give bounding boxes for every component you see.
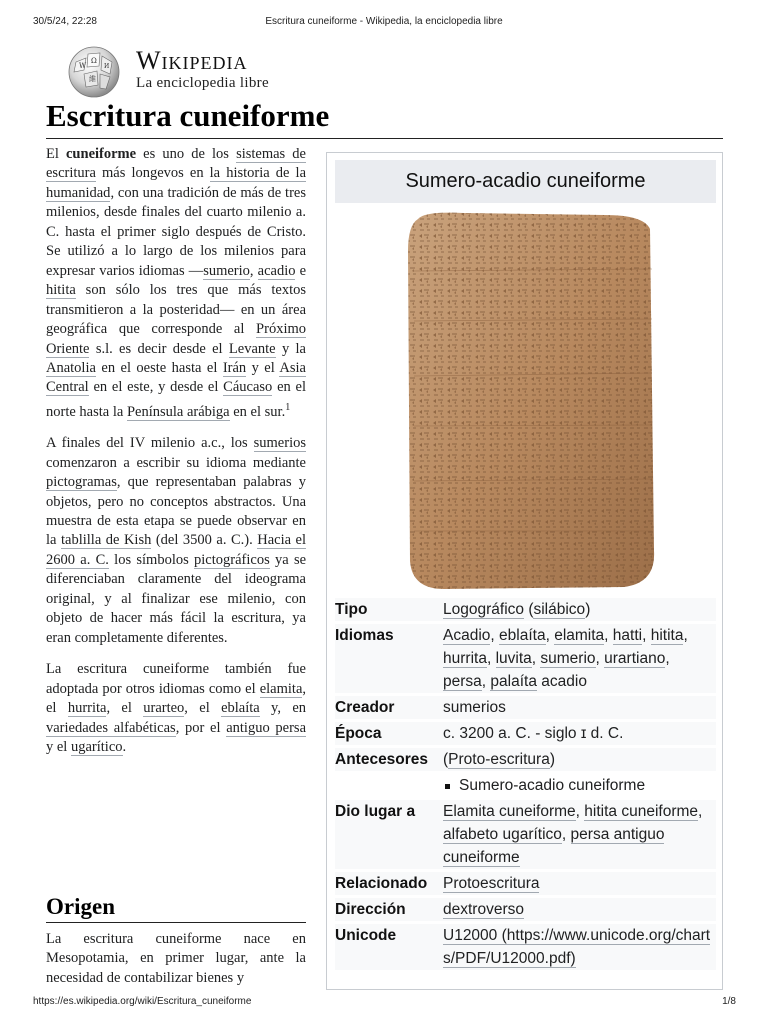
text: , el bbox=[184, 700, 222, 717]
separator: , bbox=[683, 627, 688, 644]
idioma-link[interactable]: sumerio bbox=[540, 650, 596, 667]
svg-text:維: 維 bbox=[89, 75, 96, 83]
row-label: Creador bbox=[335, 699, 395, 716]
link-ugaritico[interactable]: ugarítico bbox=[70, 738, 123, 755]
infobox-row-idiomas bbox=[335, 624, 716, 693]
infobox bbox=[326, 152, 723, 990]
text: (del 3500 a. C.). bbox=[151, 532, 258, 549]
article-body bbox=[46, 145, 306, 769]
separator: , bbox=[604, 627, 613, 644]
row-label: Época bbox=[335, 725, 382, 742]
text: en el sur. bbox=[229, 403, 286, 420]
link-elamita[interactable]: elamita bbox=[259, 680, 303, 697]
idioma-link[interactable]: palaíta bbox=[490, 673, 537, 690]
row-label: Antecesores bbox=[335, 751, 429, 768]
link-dextroverso[interactable]: dextroverso bbox=[443, 901, 524, 918]
print-url: https://es.wikipedia.org/wiki/Escritura_cuneiforme bbox=[33, 996, 252, 1007]
link-historia-humanidad[interactable]: la historia de la humanidad bbox=[46, 165, 307, 201]
text: , por el bbox=[175, 719, 227, 736]
text: y el bbox=[246, 359, 280, 376]
link-hacia-el-2600[interactable]: Hacia el 2600 a. C. bbox=[46, 532, 307, 568]
text: ya se diferenciaban claramente del ideograma original, y al finalizar ese milenio, con objeto de hacer más fácil la escritura, ya eran completamente diferentes. bbox=[46, 551, 307, 646]
dio-lugar-link[interactable]: Elamita cuneiforme bbox=[443, 803, 576, 820]
print-document-title: Escritura cuneiforme - Wikipedia, la enciclopedia libre bbox=[265, 16, 503, 27]
link-sistemas-de-escritura[interactable]: sistemas de escritura bbox=[46, 146, 306, 182]
text: en el oeste hasta el bbox=[95, 359, 223, 376]
text: en el este, y desde el bbox=[88, 379, 224, 396]
svg-text:Ω: Ω bbox=[91, 57, 97, 65]
separator: , bbox=[545, 627, 555, 644]
row-label: Unicode bbox=[335, 927, 397, 944]
text: ( bbox=[524, 601, 534, 618]
idioma-link[interactable]: eblaíta bbox=[499, 627, 546, 644]
separator: , bbox=[595, 650, 605, 667]
section-origen-text: La escritura cuneiforme nace en Mesopotamia, en primer lugar, ante la necesidad de contabilizar bienes y bbox=[46, 931, 306, 986]
page-title: Escritura cuneiforme bbox=[46, 98, 330, 133]
wikipedia-logo[interactable] bbox=[64, 44, 304, 100]
row-value bbox=[443, 924, 716, 970]
link-pictograficos[interactable]: pictográficos bbox=[194, 551, 270, 568]
bold-term: cuneiforme bbox=[66, 146, 137, 162]
text: ) bbox=[585, 601, 591, 618]
text: y la bbox=[275, 340, 306, 357]
infobox-row-antecesores-list bbox=[335, 774, 716, 797]
text: , bbox=[249, 262, 258, 279]
row-value bbox=[443, 624, 716, 693]
text: y el bbox=[46, 738, 71, 755]
link-levante[interactable]: Levante bbox=[228, 340, 276, 357]
row-value: c. 3200 a. C. - siglo ɪ d. C. bbox=[443, 725, 624, 742]
infobox-row-relacionado bbox=[335, 872, 716, 895]
text: , que representaban palabras y objetos, pero no conceptos abstractos. Una muestra de esta etapa se puede observar en la bbox=[46, 474, 306, 549]
text: s.l. es decir desde el bbox=[89, 340, 229, 357]
section-heading-origen: Origen bbox=[46, 894, 115, 919]
text: e bbox=[295, 262, 307, 279]
infobox-row-dio-lugar bbox=[335, 800, 716, 869]
row-label-empty bbox=[335, 774, 443, 797]
text: ( bbox=[443, 751, 449, 768]
link-pictogramas[interactable]: pictogramas bbox=[46, 474, 117, 491]
separator: , bbox=[486, 650, 496, 667]
dio-lugar-link[interactable]: hitita cuneiforme bbox=[584, 803, 699, 820]
text: A finales del IV milenio a.c., los bbox=[46, 435, 254, 452]
link-logografico[interactable]: Logográfico bbox=[443, 601, 525, 618]
row-label: Dirección bbox=[335, 901, 406, 918]
idioma-link[interactable]: elamita bbox=[554, 627, 605, 644]
link-variedades-alfabeticas[interactable]: variedades alfabéticas bbox=[46, 719, 176, 736]
dio-lugar-link[interactable]: alfabeto ugarítico bbox=[443, 826, 562, 843]
row-value bbox=[443, 598, 716, 621]
print-footer bbox=[0, 996, 768, 1010]
separator: , bbox=[575, 803, 585, 820]
link-sumerio[interactable]: sumerio bbox=[203, 262, 250, 279]
link-hitita[interactable]: hitita bbox=[46, 282, 76, 299]
link-caucaso[interactable]: Cáucaso bbox=[223, 379, 273, 396]
idioma-link[interactable]: urartiano bbox=[604, 650, 666, 667]
cuneiform-tablet-image[interactable] bbox=[404, 211, 659, 593]
link-peninsula-arabiga[interactable]: Península arábiga bbox=[126, 403, 230, 420]
row-value: sumerios bbox=[443, 699, 506, 716]
text: El bbox=[46, 146, 66, 162]
text: La escritura cuneiforme también fue adoptada por otros idiomas como el bbox=[46, 661, 306, 697]
link-proximo-oriente[interactable]: Próximo Oriente bbox=[46, 321, 306, 357]
list-item: Sumero-acadio cuneiforme bbox=[443, 774, 716, 797]
print-page-number: 1/8 bbox=[722, 996, 736, 1007]
separator: , bbox=[490, 627, 500, 644]
link-antiguo-persa[interactable]: antiguo persa bbox=[226, 719, 307, 736]
idioma-link[interactable]: hurrita bbox=[443, 650, 487, 667]
text: acadio bbox=[536, 673, 587, 690]
print-date: 30/5/24, 22:28 bbox=[33, 16, 97, 27]
infobox-row-direccion bbox=[335, 898, 716, 921]
paragraph-3 bbox=[46, 660, 306, 757]
svg-text:И: И bbox=[104, 63, 110, 70]
row-value bbox=[443, 800, 716, 869]
infobox-row-epoca bbox=[335, 722, 716, 745]
infobox-row-unicode bbox=[335, 924, 716, 970]
section-divider bbox=[46, 922, 306, 923]
dio-lugar-link[interactable]: persa antiguo cuneiforme bbox=[443, 826, 665, 866]
row-value bbox=[443, 872, 716, 895]
wikipedia-globe-icon bbox=[64, 44, 124, 98]
wikipedia-tagline: La enciclopedia libre bbox=[136, 75, 269, 91]
link-sumerios[interactable]: sumerios bbox=[253, 435, 306, 452]
text: son sólo los tres que más textos transmitieron a la posteridad— en un área geográfica que corresponde al bbox=[46, 282, 306, 338]
link-tablilla-de-kish[interactable]: tablilla de Kish bbox=[60, 532, 152, 549]
infobox-rows bbox=[335, 598, 716, 973]
reference-1[interactable]: 1 bbox=[285, 401, 291, 413]
text: más longevos en bbox=[95, 165, 210, 182]
title-divider bbox=[46, 138, 723, 139]
idioma-link[interactable]: persa bbox=[443, 673, 482, 690]
text: comenzaron a escribir su idioma mediante bbox=[46, 454, 306, 471]
link-silabico[interactable]: silábico bbox=[533, 601, 586, 618]
link-anatolia[interactable]: Anatolia bbox=[46, 359, 96, 376]
link-iran[interactable]: Irán bbox=[222, 359, 247, 376]
separator: , bbox=[561, 826, 571, 843]
link-acadio[interactable]: acadio bbox=[257, 262, 296, 279]
separator: , bbox=[481, 673, 491, 690]
infobox-row-antecesores bbox=[335, 748, 716, 771]
link-protoescritura[interactable]: Protoescritura bbox=[443, 875, 540, 892]
row-value bbox=[443, 748, 716, 771]
idioma-link[interactable]: luvita bbox=[495, 650, 532, 667]
idioma-link[interactable]: hitita bbox=[650, 627, 684, 644]
link-unicode-chart[interactable]: U12000 (https://www.unicode.org/charts/PDF/U12000.pdf) bbox=[443, 927, 711, 967]
link-proto-escritura[interactable]: Proto-escritura bbox=[448, 751, 550, 768]
link-eblaita[interactable]: eblaíta bbox=[221, 700, 260, 717]
idioma-link[interactable]: hatti bbox=[612, 627, 643, 644]
svg-text:W: W bbox=[79, 62, 87, 70]
infobox-title: Sumero-acadio cuneiforme bbox=[335, 160, 716, 203]
separator: , bbox=[698, 803, 703, 820]
text: ) bbox=[549, 751, 555, 768]
wikipedia-wordmark: Wikipedia bbox=[136, 46, 248, 75]
row-label: Dio lugar a bbox=[335, 803, 416, 820]
print-header bbox=[0, 16, 768, 30]
text: , con una tradición de más de tres milenios, desde finales del cuarto milenio a. C. hasta el primer siglo después de Cristo. Se utilizó a lo largo de los milenios para expresar varios idiomas — bbox=[46, 184, 306, 279]
separator: , bbox=[665, 650, 670, 667]
text: los símbolos bbox=[108, 551, 195, 568]
paragraph-1 bbox=[46, 145, 306, 422]
separator: , bbox=[531, 650, 541, 667]
row-label: Relacionado bbox=[335, 875, 428, 892]
link-urarteo[interactable]: urarteo bbox=[143, 700, 185, 717]
text: . bbox=[122, 738, 127, 755]
text: , el bbox=[106, 700, 144, 717]
text: , el bbox=[46, 680, 306, 717]
text: en el norte hasta la bbox=[46, 379, 306, 420]
row-label: Tipo bbox=[335, 601, 368, 618]
link-asia-central[interactable]: Asia Central bbox=[46, 359, 306, 396]
infobox-row-creador bbox=[335, 696, 716, 719]
row-label: Idiomas bbox=[335, 627, 394, 644]
paragraph-2 bbox=[46, 434, 306, 648]
cuneiform-tablet-picture bbox=[404, 211, 659, 593]
row-value bbox=[443, 898, 716, 921]
idioma-link[interactable]: Acadio bbox=[443, 627, 491, 644]
text: y, en bbox=[259, 700, 307, 717]
infobox-row-tipo bbox=[335, 598, 716, 621]
link-hurrita[interactable]: hurrita bbox=[67, 700, 107, 717]
text: es uno de los bbox=[136, 146, 237, 162]
separator: , bbox=[642, 627, 651, 644]
